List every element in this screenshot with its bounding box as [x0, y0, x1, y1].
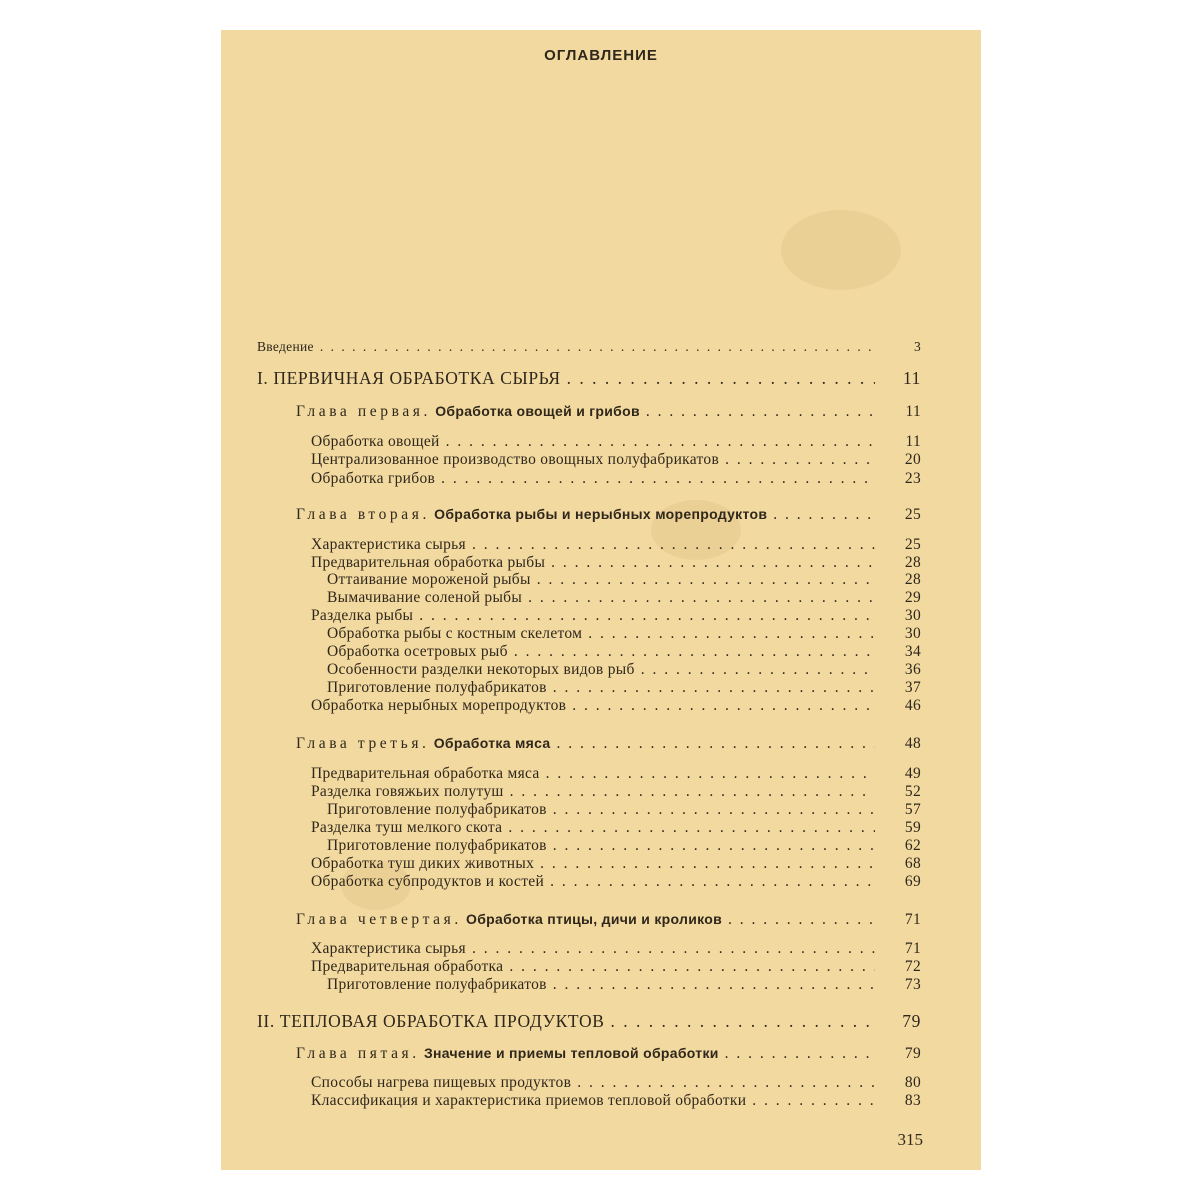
toc-entry-title: Обработка осетровых рыб: [327, 643, 508, 660]
chapter-number: Глава вторая.: [296, 506, 430, 523]
dot-leader: [773, 506, 875, 524]
toc-entry-title: Предварительная обработка рыбы: [311, 554, 546, 571]
dot-leader: [446, 433, 875, 451]
toc-page-number: 11: [905, 433, 921, 450]
chapter-number: Глава пятая.: [296, 1045, 420, 1062]
chapter-number: Глава первая.: [296, 403, 432, 420]
toc-entry[interactable]: [311, 783, 981, 801]
toc-page-number: 79: [902, 1011, 921, 1031]
dot-leader: [752, 1092, 875, 1110]
toc-page-number: 79: [904, 1045, 921, 1062]
toc-page-number: 69: [904, 873, 921, 890]
book-page: [221, 30, 981, 1170]
toc-chapter-entry[interactable]: [296, 910, 981, 929]
toc-entry-title: Оттаивание мороженой рыбы: [327, 571, 531, 588]
toc-entry-title: Приготовление полуфабрикатов: [327, 837, 547, 854]
toc-page-number: 68: [904, 855, 921, 872]
toc-page-number: 71: [904, 911, 921, 928]
toc-page-number: 71: [904, 940, 921, 957]
toc-part-entry[interactable]: [257, 1012, 981, 1030]
toc-entry-title: Обработка нерыбных морепродуктов: [311, 697, 567, 714]
toc-entry[interactable]: [327, 589, 981, 607]
toc-entry-title: Обработка субпродуктов и костей: [311, 873, 545, 890]
toc-entry[interactable]: [327, 661, 981, 679]
toc-entry[interactable]: [311, 536, 981, 554]
dot-leader: [577, 1074, 875, 1092]
toc-entry[interactable]: [311, 607, 981, 625]
toc-entry[interactable]: [311, 433, 981, 451]
toc-chapter-entry[interactable]: [296, 1044, 981, 1063]
toc-entry-title: [296, 910, 722, 929]
chapter-title: Значение и приемы тепловой обработки: [423, 1045, 719, 1061]
toc-entry-title: Способы нагрева пищевых продуктов: [311, 1074, 572, 1091]
toc-entry-title: Обработка туш диких животных: [311, 855, 535, 872]
toc-entry-title: Разделка рыбы: [311, 607, 414, 624]
chapter-title: Обработка мяса: [433, 735, 551, 751]
toc-page-number: 25: [904, 506, 921, 523]
toc-entry-title: II. ТЕПЛОВАЯ ОБРАБОТКА ПРОДУКТОВ: [257, 1011, 605, 1031]
toc-entry-title: Особенности разделки некоторых видов рыб: [327, 661, 635, 678]
toc-entry-title: Вымачивание соленой рыбы: [327, 589, 523, 606]
toc-chapter-entry[interactable]: [296, 402, 981, 421]
toc-page-number: 36: [904, 661, 921, 678]
chapter-title: Обработка рыбы и нерыбных морепродуктов: [434, 506, 768, 522]
toc-page-number: 23: [904, 470, 921, 487]
toc-entry-title: I. ПЕРВИЧНАЯ ОБРАБОТКА СЫРЬЯ: [257, 368, 561, 388]
dot-leader: [510, 783, 875, 801]
page-title: ОГЛАВЛЕНИЕ: [544, 47, 658, 64]
dot-leader: [588, 625, 875, 643]
toc-page-number: 57: [904, 801, 921, 818]
toc-entry[interactable]: [327, 625, 981, 643]
toc-page-number: 83: [904, 1092, 921, 1109]
dot-leader: [537, 571, 875, 589]
toc-chapter-entry[interactable]: [296, 734, 981, 753]
dot-leader: [725, 1045, 875, 1063]
dot-leader: [646, 403, 875, 421]
toc-entry[interactable]: [327, 976, 981, 994]
toc-page-number: 46: [904, 697, 921, 714]
toc-page-number: 52: [904, 783, 921, 800]
toc-entry-title: [296, 734, 550, 753]
toc-page-number: 49: [904, 765, 921, 782]
dot-leader: [320, 338, 875, 356]
chapter-number: Глава третья.: [296, 735, 430, 752]
toc-page-number: 11: [902, 368, 921, 388]
toc-entry-title: Обработка рыбы с костным скелетом: [327, 625, 583, 642]
toc-part-entry[interactable]: [257, 369, 981, 387]
toc-entry-title: Обработка грибов: [311, 470, 436, 487]
toc-entry[interactable]: [311, 958, 981, 976]
toc-page-number: 62: [904, 837, 921, 854]
toc-entry[interactable]: [311, 1092, 981, 1110]
toc-entry[interactable]: [327, 643, 981, 661]
toc-entry[interactable]: [311, 940, 981, 958]
toc-entry-title: Разделка туш мелкого скота: [311, 819, 503, 836]
chapter-title: Обработка овощей и грибов: [435, 403, 640, 419]
toc-entry[interactable]: [311, 554, 981, 572]
dot-leader: [553, 801, 875, 819]
toc-page-number: 30: [904, 607, 921, 624]
toc-entry[interactable]: [327, 679, 981, 697]
dot-leader: [725, 451, 875, 469]
dot-leader: [553, 976, 875, 994]
toc-page-number: 20: [904, 451, 921, 468]
toc-entry-title: Характеристика сырья: [311, 940, 466, 957]
toc-page-number: 25: [904, 536, 921, 553]
toc-entry[interactable]: [327, 801, 981, 819]
dot-leader: [610, 1012, 875, 1030]
toc-page-number: 30: [904, 625, 921, 642]
toc-page-number: 28: [904, 571, 921, 588]
toc-page-number: 29: [904, 589, 921, 606]
toc-page-number: 80: [904, 1074, 921, 1091]
dot-leader: [553, 679, 875, 697]
dot-leader: [508, 819, 875, 837]
dot-leader: [546, 765, 875, 783]
chapter-number: Глава четвертая.: [296, 911, 462, 928]
toc-page-number: 48: [904, 735, 921, 752]
toc-entry[interactable]: [311, 873, 981, 891]
toc-entry-title: Обработка овощей: [311, 433, 440, 450]
dot-leader: [641, 661, 875, 679]
toc-page-number: 73: [904, 976, 921, 993]
toc-entry[interactable]: [311, 1074, 981, 1092]
toc-entry[interactable]: [327, 571, 981, 589]
dot-leader: [728, 911, 875, 929]
toc-entry[interactable]: [311, 451, 981, 469]
dot-leader: [514, 643, 875, 661]
dot-leader: [472, 536, 875, 554]
toc-entry-title: Разделка говяжьих полутуш: [311, 783, 504, 800]
table-of-contents: [221, 30, 981, 1130]
toc-entry[interactable]: [311, 819, 981, 837]
dot-leader: [528, 589, 875, 607]
dot-leader: [441, 470, 875, 488]
toc-entry-title: Приготовление полуфабрикатов: [327, 976, 547, 993]
toc-entry-title: Классификация и характеристика приемов тепловой обработки: [311, 1092, 747, 1109]
toc-entry[interactable]: [311, 470, 981, 488]
dot-leader: [572, 697, 875, 715]
toc-page-number: 28: [904, 554, 921, 571]
toc-entry[interactable]: [327, 837, 981, 855]
dot-leader: [472, 940, 875, 958]
toc-page-number: 72: [904, 958, 921, 975]
dot-leader: [567, 369, 875, 387]
toc-entry-title: Предварительная обработка мяса: [311, 765, 540, 782]
toc-entry-title: Централизованное производство овощных полуфабрикатов: [311, 451, 720, 468]
toc-page-number: 59: [904, 819, 921, 836]
toc-entry-title: Предварительная обработка: [311, 958, 504, 975]
toc-page-number: 37: [904, 679, 921, 696]
toc-entry[interactable]: [311, 855, 981, 873]
page-number: 315: [897, 1130, 923, 1149]
dot-leader: [509, 958, 875, 976]
toc-entry-title: [296, 1044, 719, 1063]
toc-entry[interactable]: [311, 765, 981, 783]
toc-entry-title: [296, 505, 767, 524]
toc-entry-title: Приготовление полуфабрикатов: [327, 679, 547, 696]
toc-entry[interactable]: [257, 338, 981, 356]
dot-leader: [550, 873, 875, 891]
toc-page-number: 3: [913, 339, 921, 354]
dot-leader: [419, 607, 875, 625]
toc-entry-title: [296, 402, 640, 421]
dot-leader: [540, 855, 875, 873]
toc-entry-title: Приготовление полуфабрикатов: [327, 801, 547, 818]
dot-leader: [556, 735, 875, 753]
dot-leader: [551, 554, 875, 572]
toc-entry-title: Характеристика сырья: [311, 536, 466, 553]
toc-entry-title: Введение: [257, 339, 314, 354]
chapter-title: Обработка птицы, дичи и кроликов: [466, 911, 722, 927]
toc-entry[interactable]: [311, 697, 981, 715]
dot-leader: [553, 837, 875, 855]
toc-page-number: 11: [905, 403, 921, 420]
toc-chapter-entry[interactable]: [296, 505, 981, 524]
toc-page-number: 34: [904, 643, 921, 660]
